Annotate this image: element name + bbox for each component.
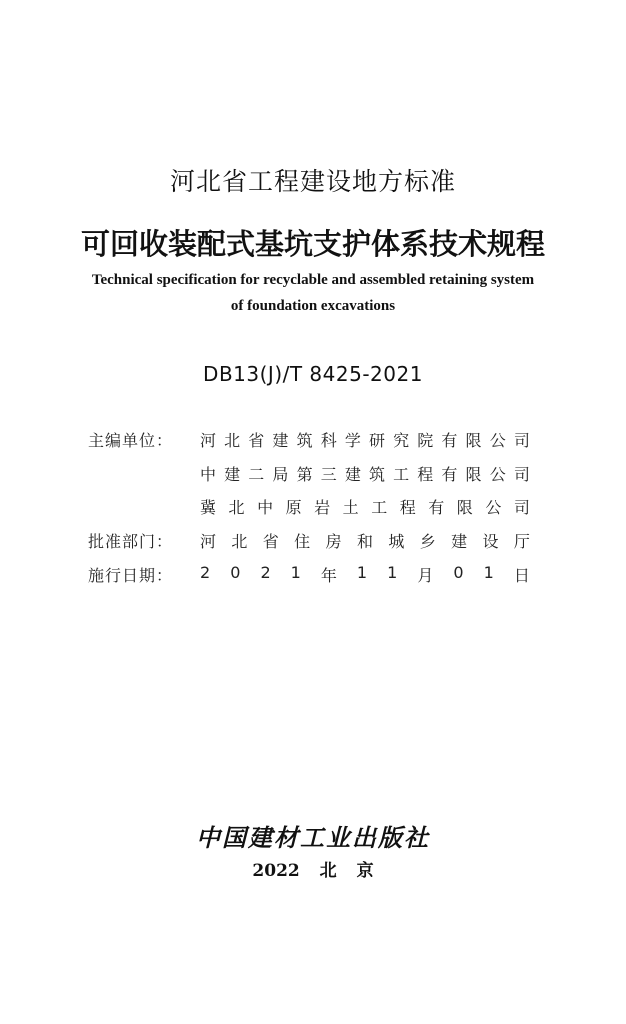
editor-organization-3: 冀 北 中 原 岩 土 工 程 有 限 公 司	[200, 498, 530, 517]
editor-label: 主编单位：	[88, 431, 174, 450]
editor-row-3	[0, 495, 626, 523]
effective-date: 2 0 2 1 年 1 1 月 0 1 日	[200, 563, 530, 585]
publisher-name: 中国建材工业出版社	[196, 823, 430, 852]
approval-department: 河 北 省 住 房 和 城 乡 建 设 厅	[200, 532, 530, 551]
main-title: 可回收装配式基坑支护体系技术规程	[80, 227, 545, 261]
editor-organization-1: 河 北 省 建 筑 科 学 研 究 院 有 限 公 司	[200, 431, 530, 450]
editor-row-2	[0, 462, 626, 490]
standard-code: DB13(J)/T 8425-2021	[203, 362, 423, 386]
english-title-line-1: Technical specification for recyclable and assembled retaining system	[91, 272, 535, 288]
effective-date-label: 施行日期：	[88, 566, 174, 585]
editor-organization-2: 中 建 二 局 第 三 建 筑 工 程 有 限 公 司	[200, 465, 530, 484]
effective-date-row	[0, 563, 626, 591]
publication-year-city: 2022 北 京	[252, 861, 374, 881]
series-title: 河北省工程建设地方标准	[169, 167, 456, 196]
approval-label: 批准部门：	[88, 532, 174, 551]
english-title-line-2: of foundation excavations	[230, 298, 396, 314]
editor-row-1	[0, 428, 626, 456]
approval-row	[0, 529, 626, 557]
